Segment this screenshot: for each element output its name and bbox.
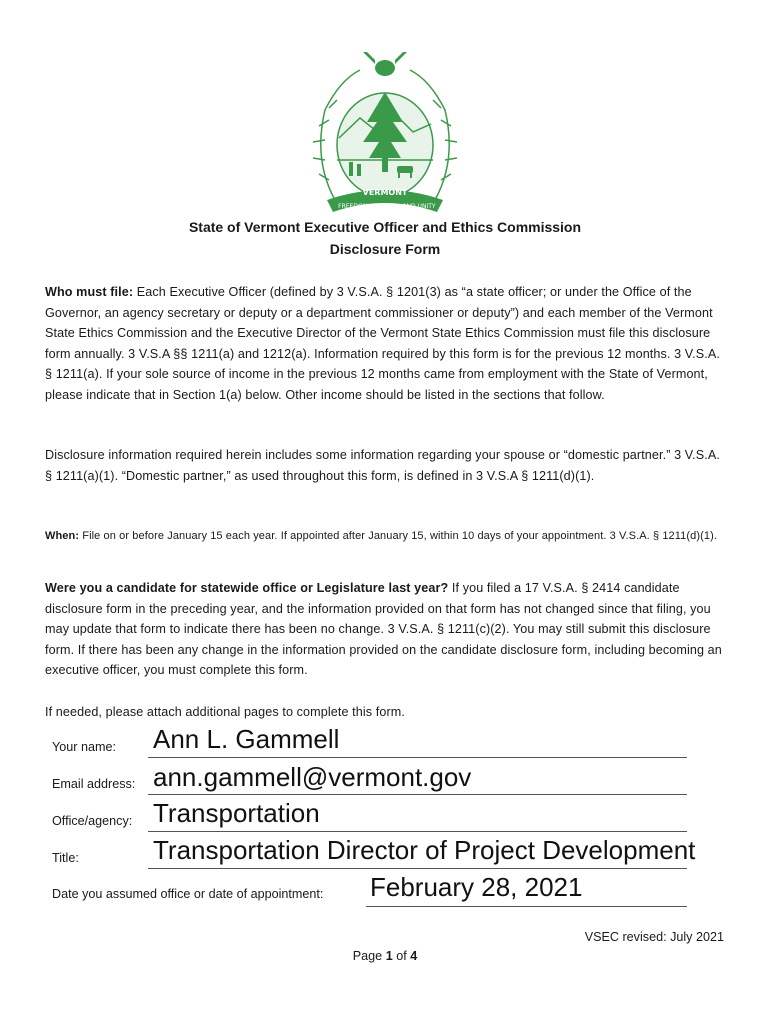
who-must-file-text: Each Executive Officer (defined by 3 V.S.A. § 1201(3) as “a state officer; or under the Office of the Governor, an agency secretary or deputy or a department commissioner or deputy”) and each member of the Vermont State Ethics Commission and the Executive Director of the Vermont State Ethics Commission must file this disclosure form annually. 3 V.S.A §§ 1211(a) and 1212(a). Information required by this form is for the previous 12 months. 3 V.S.A. § 1211(a). If your sole source of income in the previous 12 months came from employment with the State of Vermont, please indicate that in Section 1(a) below. Other income should be listed in the sections that follow. <box>45 285 720 402</box>
appointment-date-field[interactable]: February 28, 2021 <box>370 872 583 902</box>
when-paragraph <box>45 527 730 545</box>
name-field-underline <box>148 757 687 758</box>
page-prefix: Page <box>352 949 386 963</box>
form-title-line1: State of Vermont Executive Officer and Ethics Commission <box>188 219 582 235</box>
title-label: Title: <box>52 851 79 865</box>
candidate-paragraph <box>45 578 730 681</box>
name-label: Your name: <box>52 740 116 754</box>
page-number <box>0 949 770 963</box>
attach-pages-note: If needed, please attach additional pages to complete this form. <box>45 705 405 719</box>
vermont-state-seal-icon <box>305 50 465 220</box>
page-current: 1 <box>385 949 393 963</box>
who-must-file-label: Who must file: <box>45 285 134 299</box>
office-agency-field-underline <box>148 831 687 832</box>
email-label: Email address: <box>52 777 136 791</box>
disclosure-info-paragraph: Disclosure information required herein includes some information regarding your spouse or “domestic partner.” 3 V.S.A. § 1211(a)(1). “Domestic partner,” as used throughout this form, is defined in 3 V.S.A § 1211(d)(1). <box>45 448 720 483</box>
name-field[interactable]: Ann L. Gammell <box>153 724 340 754</box>
form-title-line2: Disclosure Form <box>329 241 441 257</box>
office-agency-field[interactable]: Transportation <box>153 798 320 828</box>
email-field-underline <box>148 794 687 795</box>
when-label: When: <box>45 530 80 542</box>
page-total: 4 <box>410 949 418 963</box>
when-text: File on or before January 15 each year. If appointed after January 15, within 10 days of your appointment. 3 V.S.A. § 1211(d)(1). <box>79 530 718 542</box>
title-field[interactable]: Transportation Director of Project Development <box>153 835 696 865</box>
seal-text-top: VERMONT <box>362 188 408 197</box>
title-field-underline <box>148 868 687 869</box>
email-field[interactable]: ann.gammell@vermont.gov <box>153 762 472 792</box>
appointment-date-field-underline <box>366 906 687 907</box>
seal-text-left: FREEDOM <box>338 203 368 210</box>
revision-note: VSEC revised: July 2021 <box>584 930 724 944</box>
candidate-label: Were you a candidate for statewide office or Legislature last year? <box>45 581 449 595</box>
page-of: of <box>392 949 411 963</box>
seal-text-right: AND UNITY <box>402 203 436 210</box>
candidate-text: If you filed a 17 V.S.A. § 2414 candidate disclosure form in the preceding year, and the information provided on that form has not changed since that filing, you may update that form to indicate there has been no change. 3 V.S.A. § 1211(c)(2). You may still submit this disclosure form. If there has been any change in the information provided on the candidate disclosure form, including becoming an executive officer, you must complete this form. <box>45 581 722 678</box>
who-must-file-paragraph <box>45 282 730 406</box>
office-agency-label: Office/agency: <box>52 814 133 828</box>
appointment-date-label: Date you assumed office or date of appointment: <box>52 887 324 901</box>
